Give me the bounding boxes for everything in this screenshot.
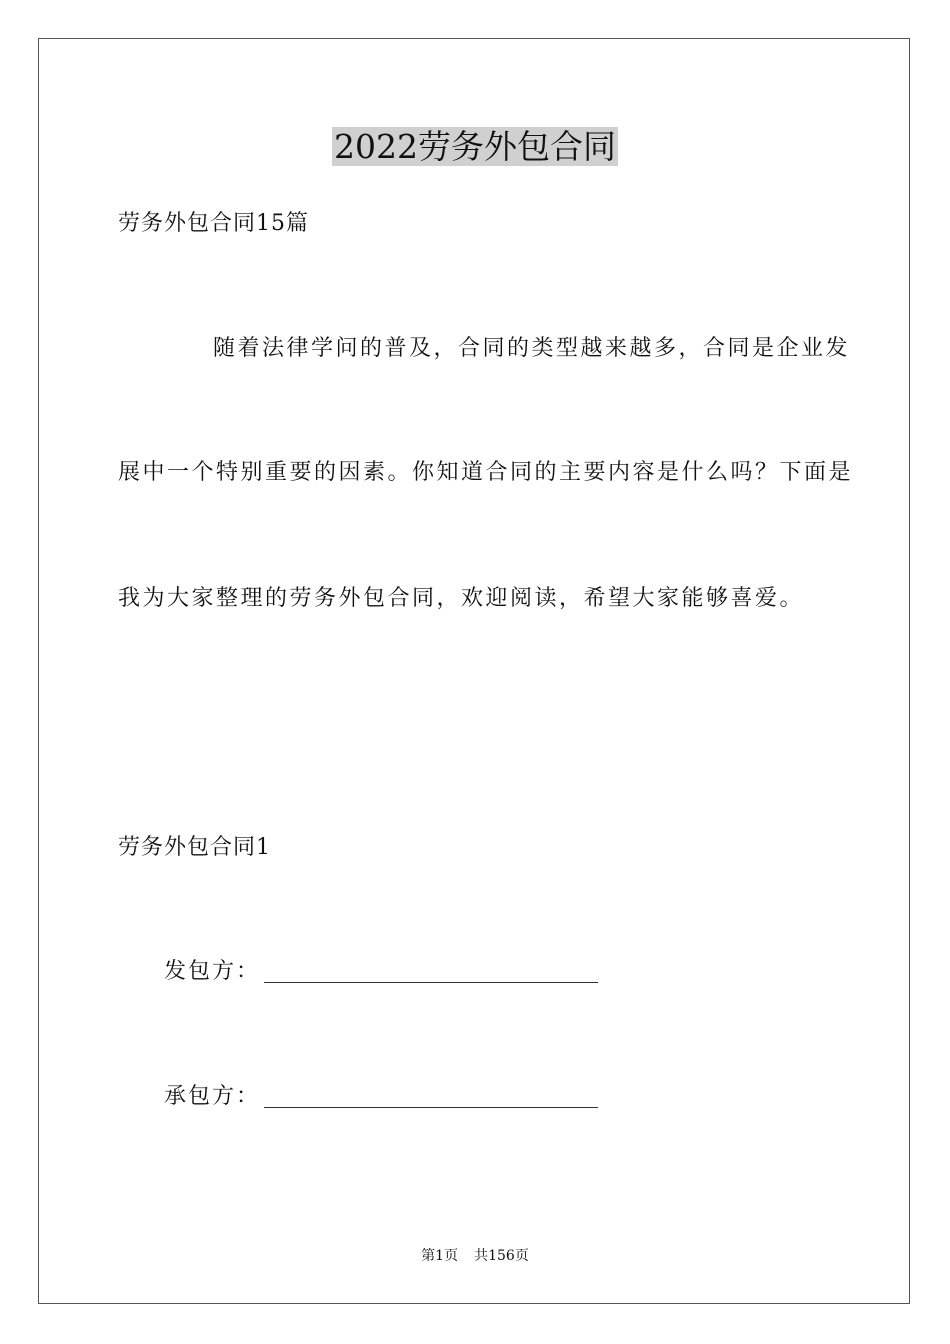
document-subtitle: 劳务外包合同15篇 (118, 211, 309, 236)
party-b-row (164, 1082, 598, 1112)
document-title (0, 124, 950, 170)
intro-line-3: 我为大家整理的劳务外包合同，欢迎阅读，希望大家能够喜爱。 (118, 586, 805, 611)
section-heading: 劳务外包合同1 (118, 835, 271, 860)
party-a-label: 发包方： (164, 959, 261, 984)
document-title-text: 2022劳务外包合同 (334, 127, 616, 166)
page-total: 共156页 (474, 1248, 529, 1264)
page-footer (0, 1246, 950, 1266)
party-b-label: 承包方： (164, 1084, 261, 1109)
party-a-row (164, 957, 598, 987)
party-b-blank (264, 1085, 598, 1108)
party-a-blank (264, 960, 598, 983)
intro-line-2: 展中一个特别重要的因素。你知道合同的主要内容是什么吗？下面是 (118, 460, 854, 485)
intro-line-1: 随着法律学问的普及，合同的类型越来越多，合同是企业发 (213, 336, 851, 361)
page-number: 第1页 (421, 1248, 459, 1264)
